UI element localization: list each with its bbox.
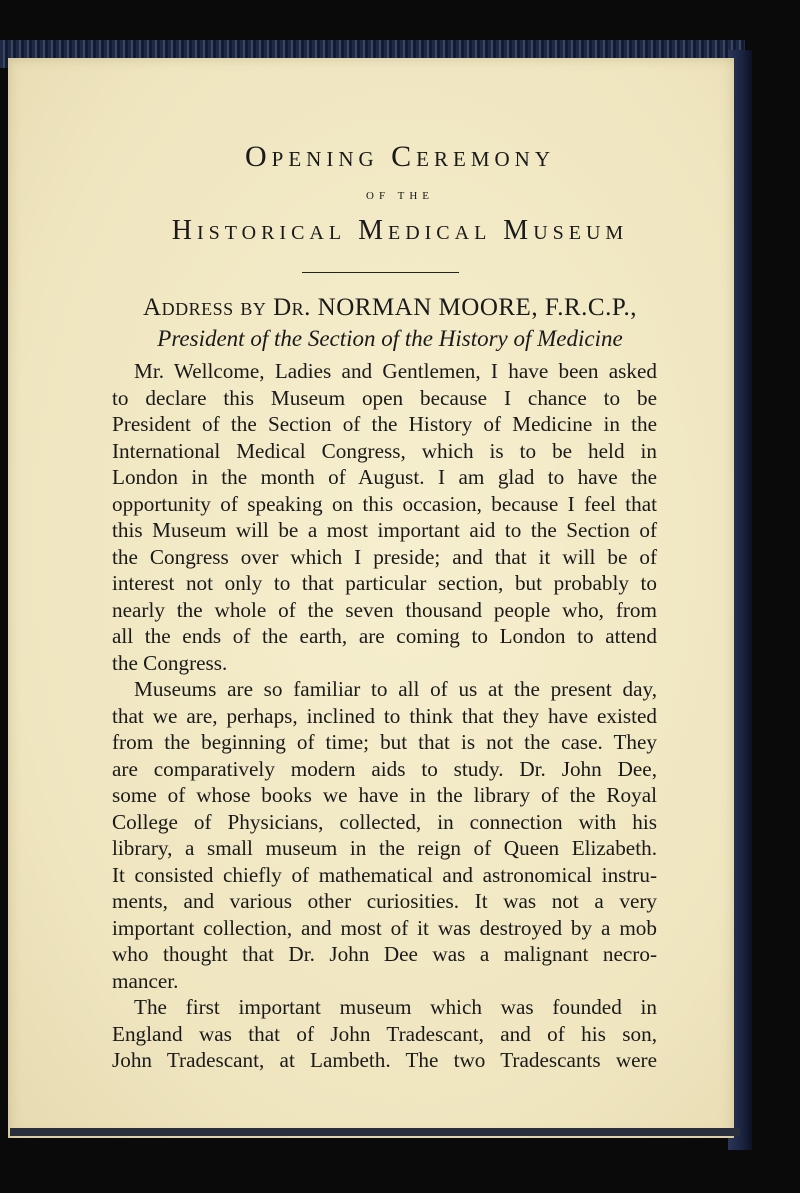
- text-line: who thought that Dr. John Dee was a malignant necro-: [112, 942, 657, 966]
- text-line: ments, and various other curiosities. It was not a very: [112, 889, 657, 913]
- president-title: President of the Section of the History of Medicine: [157, 326, 623, 351]
- text-line: opportunity of speaking on this occasion, because I feel that: [112, 491, 657, 516]
- text-line: this Museum will be a most important aid to the Section of: [112, 518, 657, 542]
- text-line: College of Physicians, collected, in connection with his: [112, 809, 657, 834]
- page-bottom-edge: [10, 1128, 740, 1136]
- text-line: Museums are so familiar to all of us at the present day,: [134, 677, 657, 701]
- text-line: from the beginning of time; but that is not the case. They: [112, 730, 657, 754]
- text-line: are comparatively modern aids to study. Dr. John Dee,: [112, 756, 657, 781]
- text-line: all the ends of the earth, are coming to London to attend: [112, 624, 657, 648]
- text-line: England was that of John Tradescant, and of his son,: [112, 1021, 657, 1046]
- text-line: important collection, and most of it was destroyed by a mob: [112, 915, 657, 940]
- text-line: the Congress over which I preside; and that it will be of: [112, 544, 657, 569]
- address-body-text: [112, 358, 657, 1074]
- text-line: John Tradescant, at Lambeth. The two Tradescants were: [112, 1048, 657, 1072]
- text-line: Mr. Wellcome, Ladies and Gentlemen, I have been asked: [134, 359, 657, 383]
- text-line: the Congress.: [112, 650, 228, 675]
- text-line: to declare this Museum open because I chance to be: [112, 385, 657, 410]
- text-line: President of the Section of the History of Medicine in the: [112, 412, 657, 436]
- heading-opening-ceremony: Opening Ceremony: [244, 140, 555, 173]
- address-byline: Address by Dr. NORMAN MOORE, F.R.C.P.,: [143, 294, 637, 321]
- heading-of-the: OF THE: [366, 190, 434, 202]
- text-line: some of whose books we have in the library of the Royal: [112, 783, 657, 807]
- text-line: International Medical Congress, which is to be held in: [112, 438, 657, 463]
- text-line: The first important museum which was founded in: [134, 995, 657, 1019]
- text-line: mancer.: [112, 968, 179, 993]
- heading-historical-medical-museum: Historical Medical Museum: [171, 215, 629, 246]
- text-line: London in the month of August. I am glad to have the: [112, 465, 657, 489]
- text-line: It consisted chiefly of mathematical and astronomical instru-: [112, 862, 657, 887]
- text-line: that we are, perhaps, inclined to think that they have existed: [112, 703, 657, 728]
- text-line: interest not only to that particular section, but probably to: [112, 571, 657, 595]
- divider-rule: [302, 272, 459, 273]
- text-line: nearly the whole of the seven thousand people who, from: [112, 597, 657, 622]
- text-line: library, a small museum in the reign of Queen Elizabeth.: [112, 836, 657, 860]
